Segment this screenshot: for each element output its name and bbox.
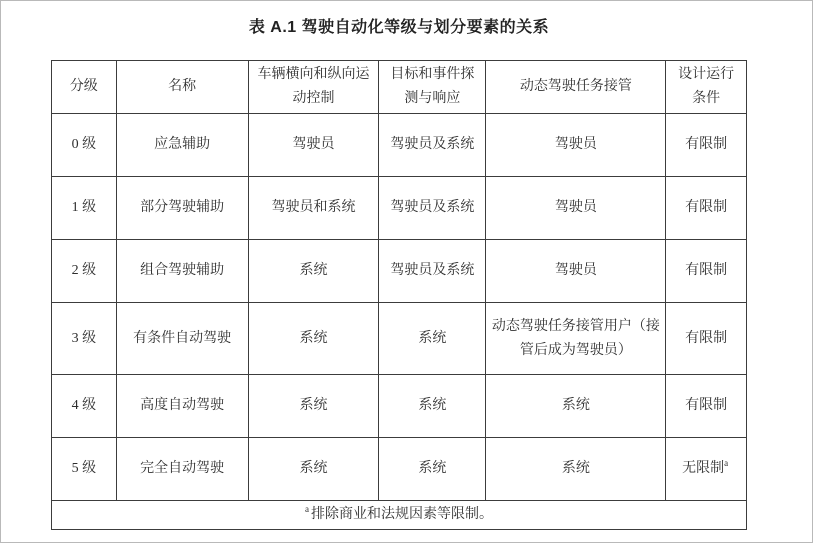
cell-r1-c3: 驾驶员及系统	[379, 177, 486, 240]
footnote-marker: a	[305, 504, 309, 515]
cell-r3-c3: 系统	[379, 303, 486, 375]
footnote-ref: a	[724, 458, 729, 469]
cell-r3-c2: 系统	[248, 303, 379, 375]
cell-r3-c4: 动态驾驶任务接管用户（接管后成为驾驶员）	[486, 303, 666, 375]
cell-r1-c2: 驾驶员和系统	[248, 177, 379, 240]
cell-r4-c1: 高度自动驾驶	[116, 375, 248, 438]
cell-r0-c3: 驾驶员及系统	[379, 114, 486, 177]
cell-r5-c3: 系统	[379, 438, 486, 501]
table-row-level-5	[52, 438, 747, 501]
cell-r2-c2: 系统	[248, 240, 379, 303]
cell-r5-c2: 系统	[248, 438, 379, 501]
header-row	[52, 61, 747, 114]
table-row-level-3	[52, 303, 747, 375]
header-cell-5: 设计运行条件	[666, 61, 747, 114]
table-row-level-2	[52, 240, 747, 303]
table-caption: 表 A.1 驾驶自动化等级与划分要素的关系	[248, 19, 550, 36]
cell-r2-c1: 组合驾驶辅助	[116, 240, 248, 303]
cell-r2-c5: 有限制	[666, 240, 747, 303]
cell-r0-c0: 0 级	[52, 114, 117, 177]
header-cell-1: 名称	[116, 61, 248, 114]
cell-r1-c4: 驾驶员	[486, 177, 666, 240]
cell-r0-c5: 有限制	[666, 114, 747, 177]
cell-r4-c4: 系统	[486, 375, 666, 438]
table-row-level-4	[52, 375, 747, 438]
table-row-level-0	[52, 114, 747, 177]
table-row-level-1	[52, 177, 747, 240]
header-cell-4: 动态驾驶任务接管	[486, 61, 666, 114]
cell-r4-c3: 系统	[379, 375, 486, 438]
cell-r1-c5: 有限制	[666, 177, 747, 240]
cell-r2-c3: 驾驶员及系统	[379, 240, 486, 303]
cell-r1-c1: 部分驾驶辅助	[116, 177, 248, 240]
cell-r4-c5: 有限制	[666, 375, 747, 438]
cell-r3-c0: 3 级	[52, 303, 117, 375]
cell-r5-c4: 系统	[486, 438, 666, 501]
cell-r2-c4: 驾驶员	[486, 240, 666, 303]
footnote-text: 排除商业和法规因素等限制。	[311, 507, 493, 522]
cell-r0-c4: 驾驶员	[486, 114, 666, 177]
cell-r5-c5: 无限制$^a$	[666, 438, 747, 501]
cell-r0-c1: 应急辅助	[116, 114, 248, 177]
header-cell-2: 车辆横向和纵向运动控制	[248, 61, 379, 114]
cell-r4-c2: 系统	[248, 375, 379, 438]
cell-r0-c2: 驾驶员	[248, 114, 379, 177]
cell-r3-c1: 有条件自动驾驶	[116, 303, 248, 375]
cell-r3-c5: 有限制	[666, 303, 747, 375]
cell-r4-c0: 4 级	[52, 375, 117, 438]
header-cell-0: 分级	[52, 61, 117, 114]
footnote-cell	[52, 501, 747, 530]
footnote-row	[52, 501, 747, 530]
cell-r1-c0: 1 级	[52, 177, 117, 240]
cell-r5-c0: 5 级	[52, 438, 117, 501]
header-cell-3: 目标和事件探测与响应	[379, 61, 486, 114]
automation-levels-table	[51, 60, 747, 530]
cell-r2-c0: 2 级	[52, 240, 117, 303]
cell-r5-c1: 完全自动驾驶	[116, 438, 248, 501]
